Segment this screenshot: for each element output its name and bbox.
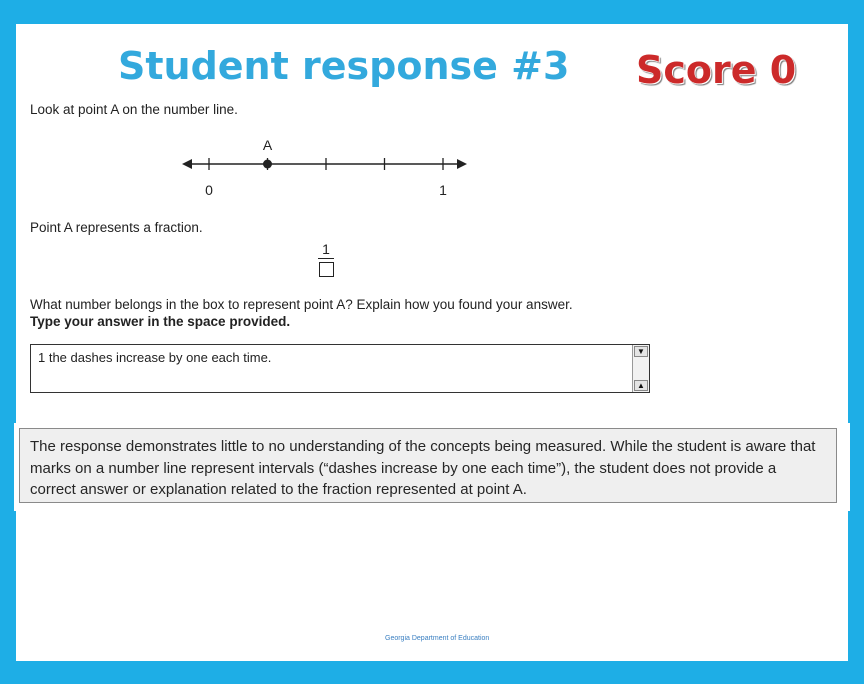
number-line-end-label: 1 <box>439 182 447 198</box>
left-arrow-icon <box>182 159 192 169</box>
question-instruction: What number belongs in the box to represent point A? Explain how you found your answer. <box>30 297 573 312</box>
point-a-label: A <box>262 137 273 153</box>
scroll-down-button[interactable]: ▲ <box>634 380 648 391</box>
answer-textarea[interactable] <box>30 344 650 393</box>
fraction-bar <box>318 258 334 259</box>
fraction-denominator-box <box>319 262 334 277</box>
answer-text: 1 the dashes increase by one each time. <box>38 350 272 365</box>
point-a-dot <box>263 160 272 169</box>
question-prompt: Look at point A on the number line. <box>30 102 238 117</box>
answer-scrollbar[interactable] <box>632 345 649 392</box>
slide-title: Student response #3 <box>118 44 570 88</box>
footer-credit: Georgia Department of Education <box>385 635 490 642</box>
fraction <box>316 242 336 277</box>
right-arrow-icon <box>457 159 467 169</box>
number-line-start-label: 0 <box>205 182 213 198</box>
score-label: Score 0 <box>636 48 797 92</box>
number-line <box>180 136 470 202</box>
scoring-explanation: The response demonstrates little to no understanding of the concepts being measured. While the student is aware that marks on a number line represent intervals (“dashes increase by one each time”), the student does not provide a correct answer or explanation related to the fraction represented at point A. <box>19 428 837 503</box>
question-statement: Point A represents a fraction. <box>30 220 203 235</box>
question-instruction-bold: Type your answer in the space provided. <box>30 314 291 329</box>
scroll-up-button[interactable]: ▼ <box>634 346 648 357</box>
fraction-numerator: 1 <box>322 241 330 257</box>
slide-canvas <box>16 24 848 661</box>
